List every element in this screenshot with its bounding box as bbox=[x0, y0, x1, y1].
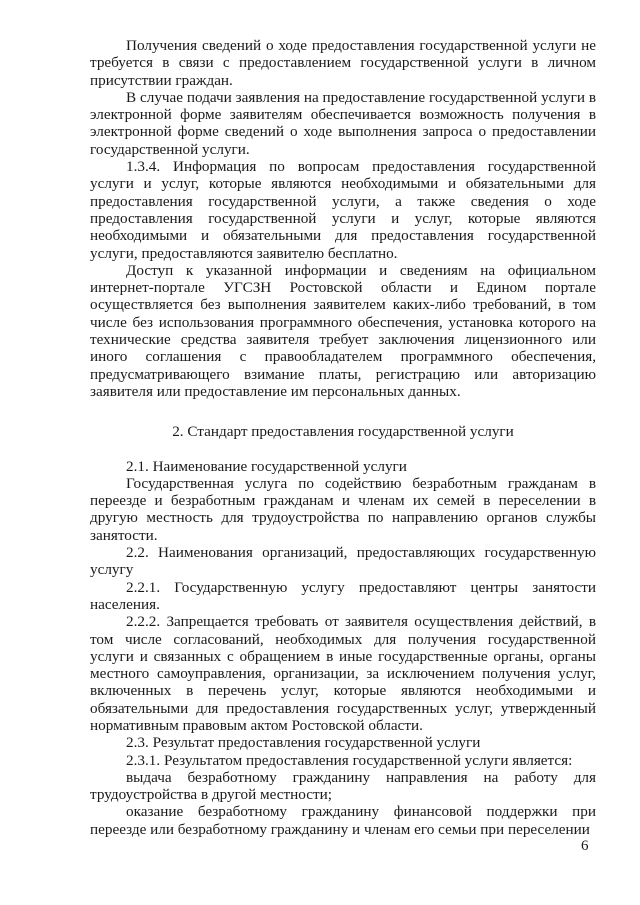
paragraph-2-2-title: 2.2. Наименования организаций, предоставляющих государственную услугу bbox=[90, 544, 596, 579]
document-body bbox=[90, 37, 596, 838]
paragraph-result-support: оказание безработному гражданину финансовой поддержки при переезде или безработному гражданину и членам его семьи при переселении bbox=[90, 803, 596, 838]
paragraph-2-1-text: Государственная услуга по содействию безработным гражданам в переезде и безработным гражданам и членам их семей в переселении в другую местность для трудоустройства по направлению органов службы занятости. bbox=[90, 474, 596, 544]
paragraph-electronic-form: В случае подачи заявления на предоставление государственной услуги в электронной форме заявителям обеспечивается возможность получения в электронной форме сведений о ходе выполнения запроса о предоставлении государственной услуги. bbox=[90, 88, 596, 158]
paragraph-1-3-4: 1.3.4. Информация по вопросам предоставления государственной услуги и услуг, которые являются необходимыми и обязательными для предоставления государственной услуги, а также сведения о ходе предоставления государственной услуги и услуг, которые являются необходимыми и обязательными для предоставления государственной услуги, предоставляются заявителю бесплатно. bbox=[90, 158, 596, 262]
paragraph-2-3-title: 2.3. Результат предоставления государственной услуги bbox=[126, 734, 481, 752]
paragraph-status-info: Получения сведений о ходе предоставления государственной услуги не требуется в связи с предоставлением государственной услуги в личном присутствии граждан. bbox=[90, 37, 596, 89]
section-heading: 2. Стандарт предоставления государственной услуги bbox=[172, 423, 514, 441]
page-number: 6 bbox=[581, 838, 589, 854]
paragraph-2-3-1: 2.3.1. Результатом предоставления государственной услуги является: bbox=[126, 751, 573, 769]
paragraph-2-2-1: 2.2.1. Государственную услугу предоставляют центры занятости населения. bbox=[90, 578, 596, 613]
paragraph-result-referral: выдача безработному гражданину направления на работу для трудоустройства в другой местности; bbox=[90, 768, 596, 804]
paragraph-2-2-2: 2.2.2. Запрещается требовать от заявителя осуществления действий, в том числе согласований, необходимых для получения государственной услуги и связанных с обращением в иные государственные органы, органы местного самоуправления, организации, за исключением получения услуг, включенных в перечень услуг, которые являются необходимыми и обязательными для предоставления государственных услуг, утвержденный нормативным правовым актом Ростовской области. bbox=[90, 613, 596, 734]
paragraph-portal-access: Доступ к указанной информации и сведениям на официальном интернет-портале УГСЗН Ростовской области и Едином портале осуществляется без выполнения заявителем каких-либо требований, в том числе без использования программного обеспечения, установка которого на технические средства заявителя требует заключения лицензионного или иного соглашения с правообладателем программного обеспечения, предусматривающего взимание платы, регистрацию или авторизацию заявителя или предоставление им персональных данных. bbox=[90, 261, 596, 400]
paragraph-2-1-title: 2.1. Наименование государственной услуги bbox=[126, 457, 407, 475]
